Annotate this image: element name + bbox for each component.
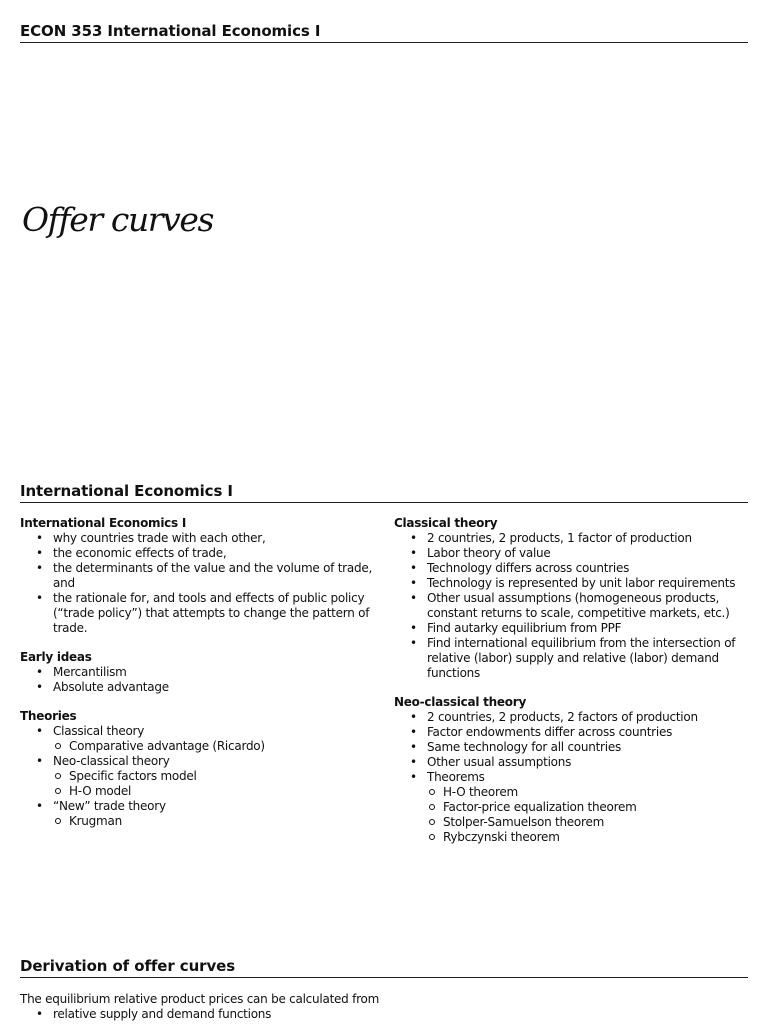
list-item <box>394 770 754 845</box>
sub-list-item-text: Rybczynski theorem <box>443 830 560 844</box>
list-item-text: • relative supply and demand functions <box>53 1007 271 1021</box>
list-item-text: • the determinants of the value and the volume of trade, and <box>53 561 372 590</box>
list-item <box>394 531 754 546</box>
list-item <box>394 740 754 755</box>
list-item-text: • Classical theory <box>53 724 144 738</box>
list-item-text: • why countries trade with each other, <box>53 531 266 545</box>
list-item <box>394 591 754 621</box>
list-item-text: • Mercantilism <box>53 665 127 679</box>
slide-title: Offer curves <box>22 200 214 239</box>
sub-list-item-text: H-O model <box>69 784 132 798</box>
bullet-list <box>20 724 376 829</box>
section-heading: International Economics I <box>20 482 233 500</box>
paragraph: The equilibrium relative product prices can be calculated from <box>20 992 380 1006</box>
bullet-list <box>20 665 376 695</box>
block-title: Theories <box>20 709 77 723</box>
block-title: Early ideas <box>20 650 92 664</box>
sub-list-item-text: Comparative advantage (Ricardo) <box>69 739 265 753</box>
list-item-text: • Find international equilibrium from the intersection of relative (labor) supply and relative (labor) demand functions <box>427 636 735 680</box>
sub-bullet-list <box>53 814 376 829</box>
list-item <box>20 531 376 546</box>
list-item <box>20 799 376 829</box>
sub-list-item <box>427 785 754 800</box>
derivation-text <box>20 992 748 1022</box>
list-item-text: • “New” trade theory <box>53 799 166 813</box>
list-item <box>20 680 376 695</box>
sub-bullet-list <box>53 739 376 754</box>
sub-list-item <box>427 800 754 815</box>
sub-list-item-text: Krugman <box>69 814 122 828</box>
bullet-list <box>20 1007 748 1022</box>
sub-list-item <box>53 739 376 754</box>
list-item-text: • Labor theory of value <box>427 546 551 560</box>
block-title: International Economics I <box>20 516 187 530</box>
slide-header <box>20 481 748 503</box>
list-item <box>394 710 754 725</box>
list-item <box>20 546 376 561</box>
list-item <box>394 546 754 561</box>
list-item-text: • 2 countries, 2 products, 1 factor of production <box>427 531 692 545</box>
sub-list-item-text: Stolper-Samuelson theorem <box>443 815 605 829</box>
course-title: ECON 353 International Economics I <box>20 22 321 40</box>
list-item-text: • Factor endowments differ across countries <box>427 725 672 739</box>
list-item <box>20 724 376 754</box>
slide-header <box>20 956 748 978</box>
list-item <box>394 636 754 681</box>
list-item-text: • Theorems <box>427 770 485 784</box>
list-item <box>20 1007 748 1022</box>
list-item <box>20 754 376 799</box>
sub-list-item <box>427 830 754 845</box>
list-item-text: • Find autarky equilibrium from PPF <box>427 621 621 635</box>
list-item-text: • the rationale for, and tools and effects of public policy (“trade policy”) that attempts to change the pattern of trade. <box>53 591 369 635</box>
list-item <box>20 665 376 680</box>
list-item <box>20 591 376 636</box>
list-item <box>20 561 376 591</box>
list-item-text: • Other usual assumptions <box>427 755 571 769</box>
list-item <box>394 755 754 770</box>
sub-list-item-text: Factor-price equalization theorem <box>443 800 637 814</box>
list-item <box>394 576 754 591</box>
bullet-list <box>20 531 376 636</box>
section-heading: Derivation of offer curves <box>20 957 236 975</box>
list-item-text: • Other usual assumptions (homogeneous products, constant returns to scale, competitive markets, etc.) <box>427 591 730 620</box>
list-item <box>394 725 754 740</box>
list-item-text: • Absolute advantage <box>53 680 169 694</box>
sub-list-item <box>53 769 376 784</box>
slide-header <box>20 21 748 43</box>
list-item <box>394 561 754 576</box>
list-item-text: • 2 countries, 2 products, 2 factors of production <box>427 710 698 724</box>
bullet-list <box>394 710 754 845</box>
list-item-text: • Neo-classical theory <box>53 754 170 768</box>
block-title: Classical theory <box>394 516 498 530</box>
sub-list-item <box>53 784 376 799</box>
list-item <box>394 621 754 636</box>
sub-list-item-text: H-O theorem <box>443 785 518 799</box>
sub-bullet-list <box>53 769 376 799</box>
sub-list-item-text: Specific factors model <box>69 769 197 783</box>
list-item-text: • Technology is represented by unit labor requirements <box>427 576 735 590</box>
block-title: Neo-classical theory <box>394 695 527 709</box>
sub-list-item <box>53 814 376 829</box>
list-item-text: • the economic effects of trade, <box>53 546 226 560</box>
list-item-text: • Technology differs across countries <box>427 561 629 575</box>
bullet-list <box>394 531 754 681</box>
left-column <box>20 516 376 829</box>
list-item-text: • Same technology for all countries <box>427 740 621 754</box>
sub-list-item <box>427 815 754 830</box>
sub-bullet-list <box>427 785 754 845</box>
right-column <box>394 516 754 845</box>
